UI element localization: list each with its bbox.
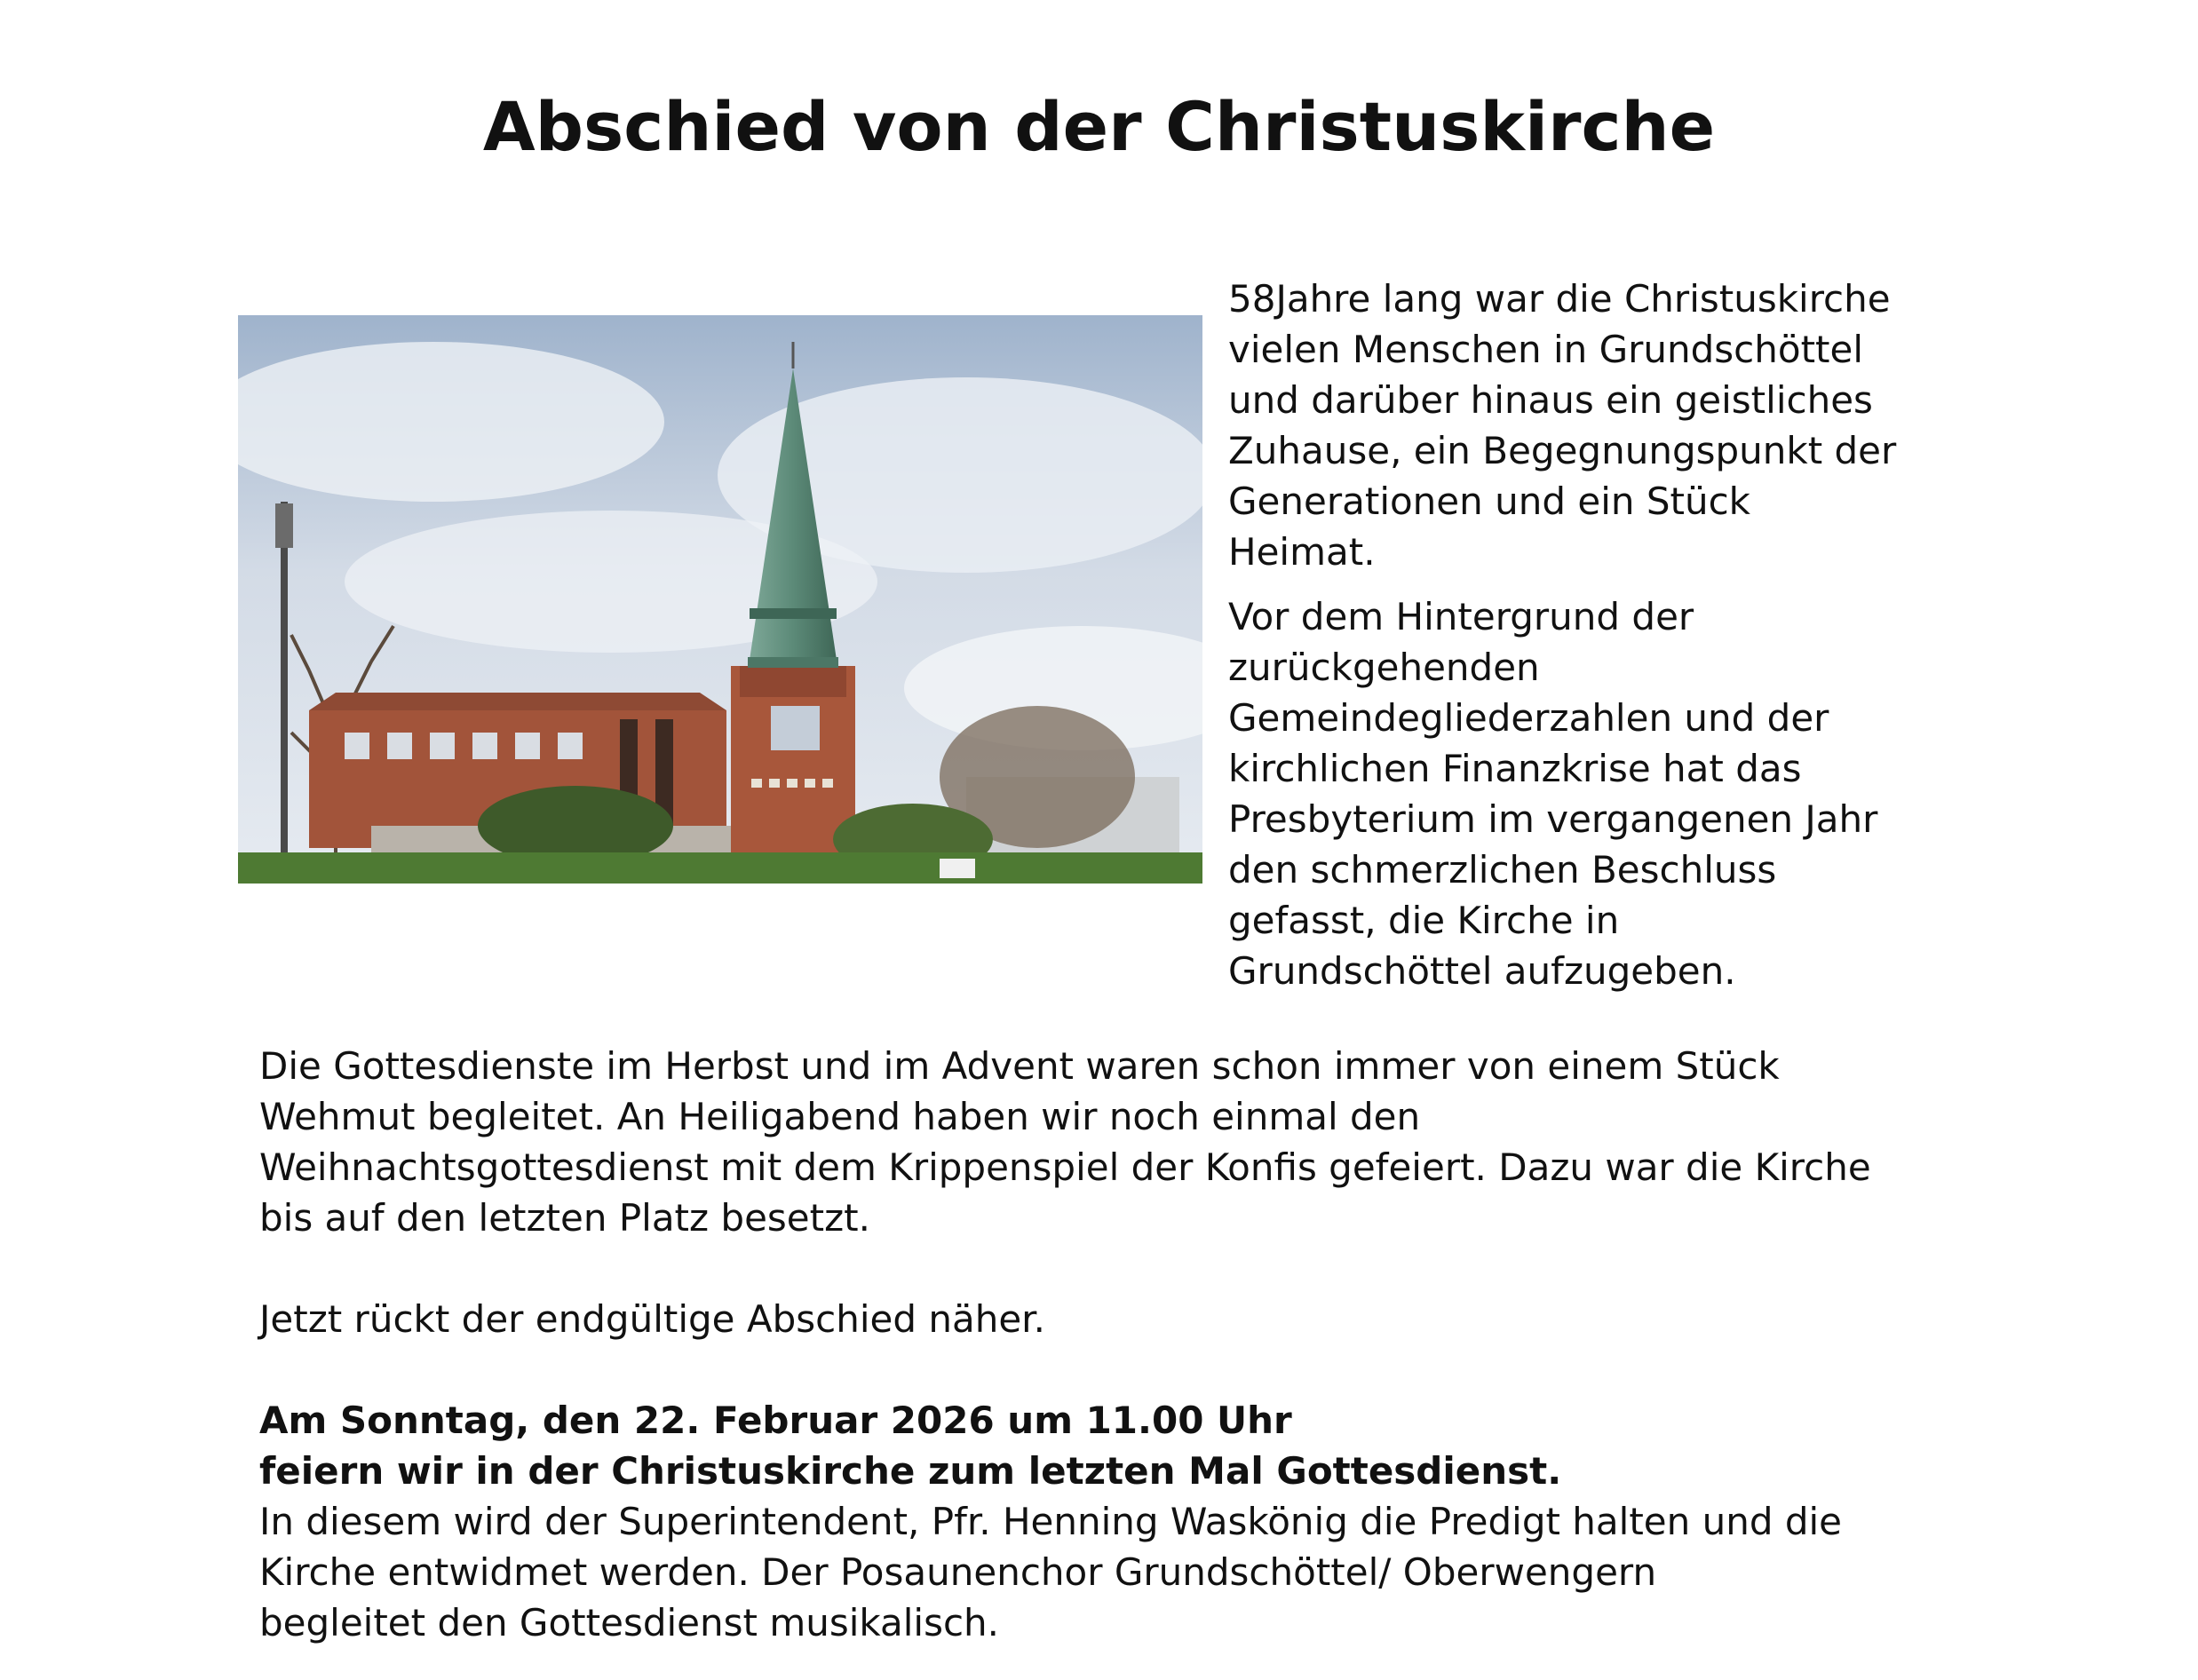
text-line: kirchlichen Finanzkrise hat das xyxy=(1228,747,1802,790)
text-line: Presbyterium im vergangenen Jahr xyxy=(1228,797,1878,841)
text-line: Gemeindegliederzahlen und der xyxy=(1228,696,1829,740)
text-line: feiern wir in der Christuskirche zum letzten Mal Gottesdienst. xyxy=(259,1449,1562,1493)
text-line: In diesem wird der Superintendent, Pfr. Henning Waskönig die Predigt halten und die xyxy=(259,1500,1843,1543)
text-line: und darüber hinaus ein geistliches xyxy=(1228,378,1873,422)
paragraph-service xyxy=(259,1496,2169,1648)
text-line: gefasst, die Kirche in xyxy=(1228,899,1620,942)
text-line: Jetzt rückt der endgültige Abschied näher. xyxy=(259,1297,1045,1341)
text-line: vielen Menschen in Grundschöttel xyxy=(1228,328,1864,371)
text-line: den schmerzlichen Beschluss xyxy=(1228,848,1777,892)
intro-text xyxy=(1228,273,2170,1010)
church-photo xyxy=(238,315,1202,884)
text-line: Wehmut begleitet. An Heiligabend haben wir noch einmal den xyxy=(259,1095,1421,1138)
body-text xyxy=(259,1041,2169,1648)
text-line: zurückgehenden xyxy=(1228,646,1540,689)
text-line: 58Jahre lang war die Christuskirche xyxy=(1228,277,1891,321)
text-line: Am Sonntag, den 22. Februar 2026 um 11.00 Uhr xyxy=(259,1399,1292,1442)
lamp-post xyxy=(281,502,288,875)
page-title: Abschied von der Christuskirche xyxy=(482,87,1716,166)
text-line: Grundschöttel aufzugeben. xyxy=(1228,949,1736,993)
text-line: Zuhause, ein Begegnungspunkt der xyxy=(1228,429,1897,472)
text-line: Kirche entwidmet werden. Der Posaunenchor Grundschöttel/ Oberwengern xyxy=(259,1550,1657,1594)
text-line: Generationen und ein Stück xyxy=(1228,479,1750,523)
text-line: begleitet den Gottesdienst musikalisch. xyxy=(259,1601,1000,1644)
text-line: bis auf den letzten Platz besetzt. xyxy=(259,1196,870,1240)
text-line: Vor dem Hintergrund der xyxy=(1228,595,1694,638)
paragraph-christmas xyxy=(259,1041,2169,1243)
grass xyxy=(238,852,1202,884)
paragraph-farewell xyxy=(259,1294,2169,1344)
text-line: Weihnachtsgottesdienst mit dem Krippenspiel der Konfis gefeiert. Dazu war die Kirche xyxy=(259,1145,1871,1189)
text-line: Die Gottesdienste im Herbst und im Advent waren schon immer von einem Stück xyxy=(259,1044,1780,1088)
service-announcement xyxy=(259,1395,2169,1496)
text-line: Heimat. xyxy=(1228,530,1376,574)
